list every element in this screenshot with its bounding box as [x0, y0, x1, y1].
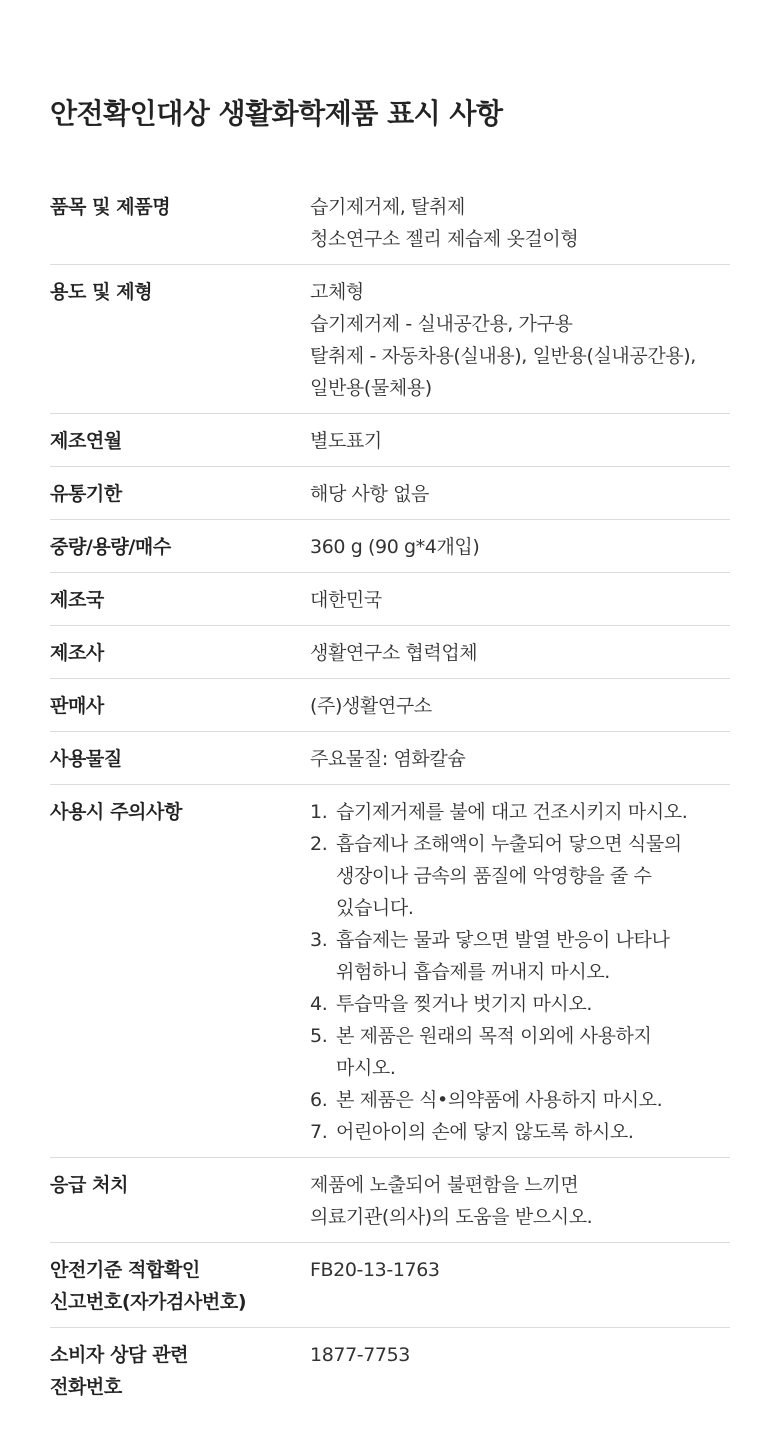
- caution-number: 3.: [310, 929, 328, 951]
- page-title: 안전확인대상 생활화학제품 표시 사항: [50, 97, 503, 130]
- row-label-line: 신고번호(자가검사번호): [50, 1291, 247, 1313]
- row-label-line: 유통기한: [50, 483, 122, 505]
- row-label: [50, 637, 310, 669]
- row-label-line: 응급 처치: [50, 1174, 129, 1196]
- row-value-line: 제품에 노출되어 불편함을 느끼면: [310, 1174, 579, 1196]
- row-label-line: 판매사: [50, 695, 104, 717]
- caution-text-line: 있습니다.: [336, 897, 414, 919]
- row-value-line: 주요물질: 염화칼슘: [310, 748, 466, 770]
- row-label-line: 용도 및 제형: [50, 281, 153, 303]
- row-label-line: 제조연월: [50, 430, 122, 452]
- row-value: [310, 531, 730, 563]
- info-row: [50, 265, 730, 414]
- caution-text-line: 본 제품은 원래의 목적 이외에 사용하지: [336, 1025, 652, 1047]
- info-row: [50, 626, 730, 679]
- row-label: [50, 531, 310, 563]
- row-value: [310, 478, 730, 510]
- caution-text-line: 어린아이의 손에 닿지 않도록 하시오.: [336, 1121, 634, 1143]
- caution-list: [310, 796, 730, 1148]
- row-label-line: 사용물질: [50, 748, 122, 770]
- caution-text-line: 위험하니 흡습제를 꺼내지 마시오.: [336, 961, 610, 983]
- caution-text: [336, 796, 730, 828]
- row-value: [310, 425, 730, 457]
- row-value: [310, 1254, 730, 1318]
- info-row: [50, 732, 730, 785]
- info-row: [50, 573, 730, 626]
- row-label: [50, 743, 310, 775]
- info-row: [50, 1158, 730, 1243]
- row-value-line: FB20-13-1763: [310, 1259, 440, 1281]
- caution-item: [310, 796, 730, 828]
- info-row: [50, 785, 730, 1158]
- info-table: [50, 180, 730, 1412]
- row-value: [310, 796, 730, 1148]
- row-label: [50, 584, 310, 616]
- row-value-line: 습기제거제 - 실내공간용, 가구용: [310, 313, 573, 335]
- row-label: [50, 276, 310, 404]
- row-value-line: 별도표기: [310, 430, 382, 452]
- caution-text-line: 생장이나 금속의 품질에 악영향을 줄 수: [336, 865, 652, 887]
- info-row: [50, 679, 730, 732]
- row-label: [50, 1254, 310, 1318]
- row-label: [50, 1339, 310, 1403]
- caution-text: [336, 924, 730, 988]
- row-value-line: 의료기관(의사)의 도움을 받으시오.: [310, 1206, 593, 1228]
- caution-text-line: 마시오.: [336, 1057, 396, 1079]
- row-value-line: 청소연구소 젤리 제습제 옷걸이형: [310, 228, 579, 250]
- info-row: [50, 467, 730, 520]
- row-label-line: 소비자 상담 관련: [50, 1344, 189, 1366]
- row-label-line: 안전기준 적합확인: [50, 1259, 200, 1281]
- caution-number: 6.: [310, 1089, 328, 1111]
- info-row: [50, 1243, 730, 1328]
- row-value-line: 습기제거제, 탈취제: [310, 196, 465, 218]
- caution-item: [310, 828, 730, 924]
- row-label: [50, 690, 310, 722]
- caution-text: [336, 988, 730, 1020]
- row-value-line: 해당 사항 없음: [310, 483, 430, 505]
- row-label-line: 전화번호: [50, 1376, 122, 1398]
- caution-text: [336, 1116, 730, 1148]
- caution-number: 7.: [310, 1121, 328, 1143]
- row-value-line: 생활연구소 협력업체: [310, 642, 478, 664]
- info-row: [50, 414, 730, 467]
- row-value-line: 탈취제 - 자동차용(실내용), 일반용(실내공간용),: [310, 345, 696, 367]
- caution-number: 5.: [310, 1025, 328, 1047]
- row-label-line: 제조국: [50, 589, 104, 611]
- caution-text-line: 본 제품은 식•의약품에 사용하지 마시오.: [336, 1089, 663, 1111]
- row-value-line: 360 g (90 g*4개입): [310, 536, 480, 558]
- caution-text-line: 흡습제는 물과 닿으면 발열 반응이 나타나: [336, 929, 670, 951]
- caution-item: [310, 924, 730, 988]
- row-label: [50, 478, 310, 510]
- caution-item: [310, 1084, 730, 1116]
- row-value: [310, 1169, 730, 1233]
- caution-number: 2.: [310, 833, 328, 855]
- row-value: [310, 637, 730, 669]
- row-value: [310, 276, 730, 404]
- row-value-line: 일반용(물체용): [310, 377, 432, 399]
- row-label: [50, 425, 310, 457]
- row-label-line: 품목 및 제품명: [50, 196, 171, 218]
- row-value: [310, 191, 730, 255]
- caution-item: [310, 1116, 730, 1148]
- row-value: [310, 584, 730, 616]
- info-row: [50, 1328, 730, 1412]
- caution-text-line: 흡습제나 조해액이 누출되어 닿으면 식물의: [336, 833, 682, 855]
- row-label-line: 제조사: [50, 642, 104, 664]
- row-label: [50, 1169, 310, 1233]
- row-value-line: 1877-7753: [310, 1344, 410, 1366]
- caution-text-line: 투습막을 찢거나 벗기지 마시오.: [336, 993, 592, 1015]
- caution-item: [310, 988, 730, 1020]
- row-value-line: (주)생활연구소: [310, 695, 432, 717]
- row-label: [50, 191, 310, 255]
- row-value: [310, 1339, 730, 1403]
- caution-text: [336, 1020, 730, 1084]
- row-label-line: 중량/용량/매수: [50, 536, 171, 558]
- caution-text: [336, 1084, 730, 1116]
- caution-number: 1.: [310, 801, 328, 823]
- info-row: [50, 520, 730, 573]
- caution-text: [336, 828, 730, 924]
- row-value: [310, 690, 730, 722]
- row-value: [310, 743, 730, 775]
- caution-number: 4.: [310, 993, 328, 1015]
- row-label: [50, 796, 310, 1148]
- caution-text-line: 습기제거제를 불에 대고 건조시키지 마시오.: [336, 801, 688, 823]
- caution-item: [310, 1020, 730, 1084]
- row-value-line: 고체형: [310, 281, 364, 303]
- row-label-line: 사용시 주의사항: [50, 801, 182, 823]
- info-row: [50, 180, 730, 265]
- row-value-line: 대한민국: [310, 589, 382, 611]
